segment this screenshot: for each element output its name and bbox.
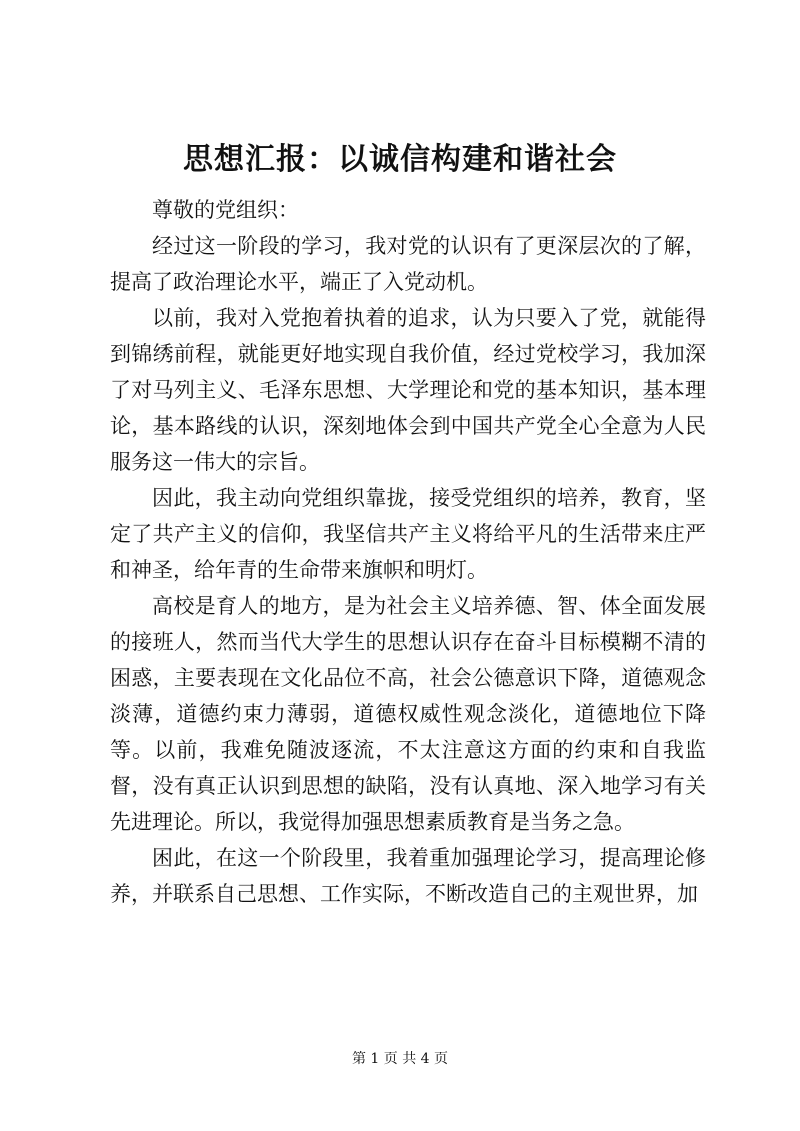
document-title: 思想汇报：以诚信构建和谐社会 (183, 142, 617, 177)
body-paragraph-3: 因此，我主动向党组织靠拢，接受党组织的培养，教育，坚定了共产主义的信仰，我坚信共产主义将给平凡的生活带来庄严和神圣，给年青的生命带来旗帜和明灯。 (110, 486, 706, 582)
page-number-footer: 第 1 页 共 4 页 (351, 1051, 449, 1067)
body-paragraph-1: 经过这一阶段的学习，我对党的认识有了更深层次的了解，提高了政治理论水平，端正了入党动机。 (110, 234, 706, 294)
document-body (110, 192, 706, 912)
body-paragraph-2: 以前，我对入党抱着执着的追求，认为只要入了党，就能得到锦绣前程，就能更好地实现自我价值，经过党校学习，我加深了对马列主义、毛泽东思想、大学理论和党的基本知识，基本理论，基本路线的认识，深刻地体会到中国共产党全心全意为人民服务这一伟大的宗旨。 (110, 306, 706, 474)
body-paragraph-5: 困此，在这一个阶段里，我着重加强理论学习，提高理论修养，并联系自己思想、工作实际，不断改造自己的主观世界，加 (110, 846, 706, 906)
body-paragraph-4: 高校是育人的地方，是为社会主义培养德、智、体全面发展的接班人，然而当代大学生的思想认识存在奋斗目标模糊不清的困惑，主要表现在文化品位不高，社会公德意识下降，道德观念淡薄，道德约束力薄弱，道德权威性观念淡化，道德地位下降等。以前，我难免随波逐流，不太注意这方面的约束和自我监督，没有真正认识到思想的缺陷，没有认真地、深入地学习有关先进理论。所以，我觉得加强思想素质教育是当务之急。 (110, 594, 706, 834)
salutation-paragraph: 尊敬的党组织： (152, 198, 299, 222)
